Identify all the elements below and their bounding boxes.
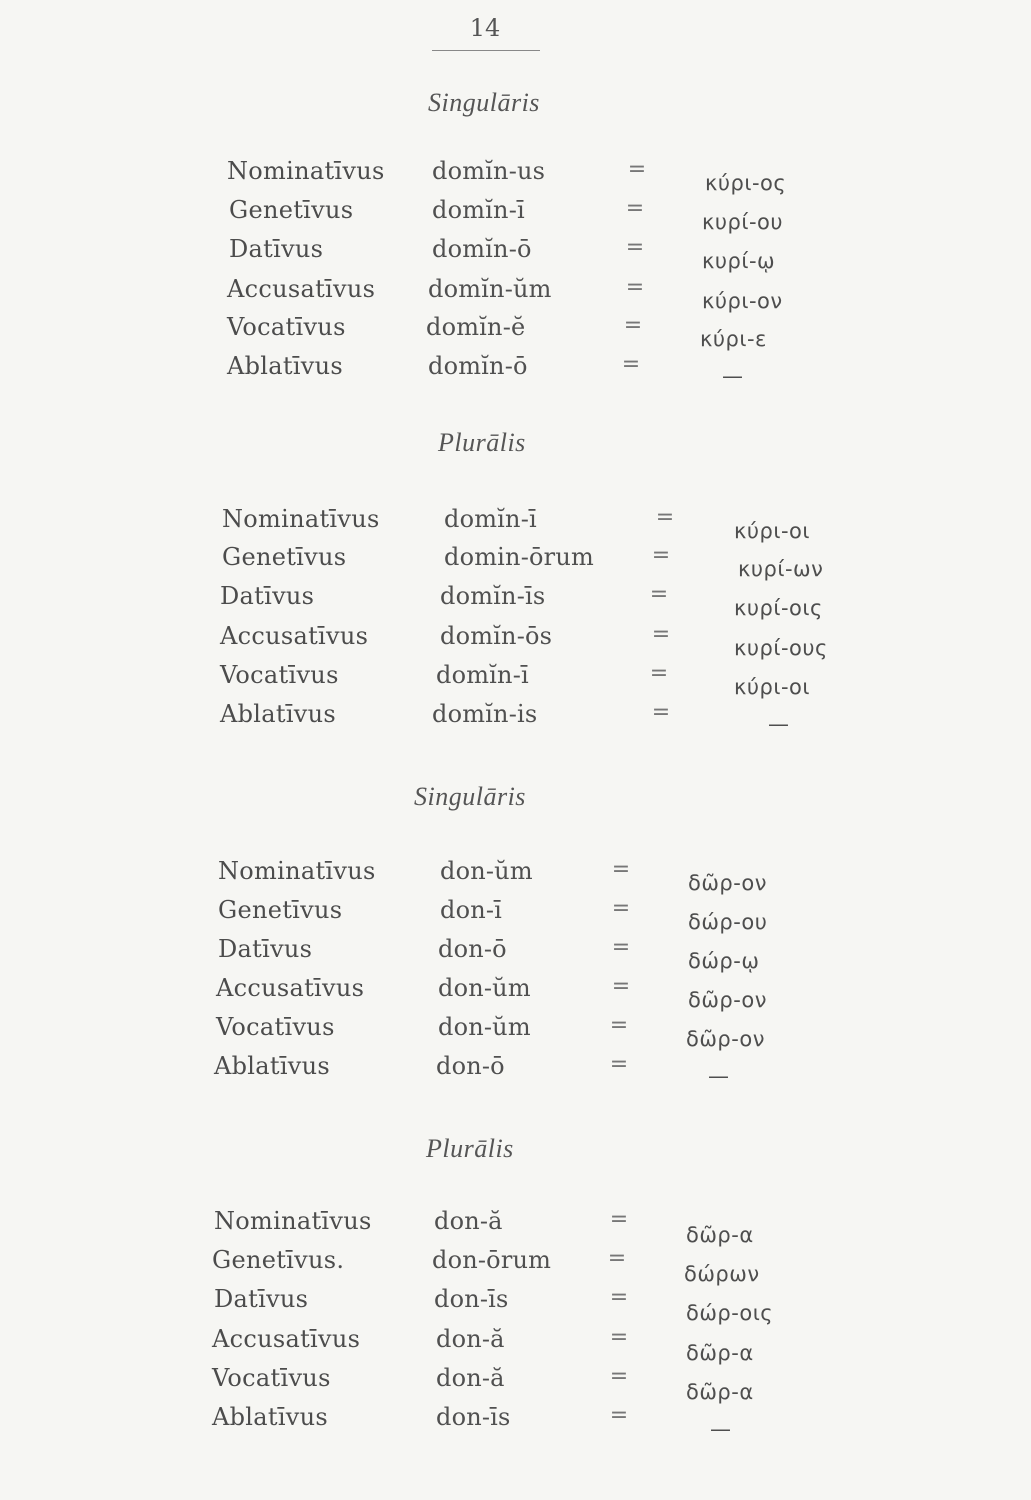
latin-form: don-ă [436,1325,505,1353]
latin-form: domĭn-ōs [440,622,553,650]
case-name: Datīvus [214,1285,309,1313]
greek-form: κύρι-οι [734,675,810,699]
section-title-pluralis: Plurālis [426,1134,514,1163]
equals-sign: = [655,505,675,530]
page-number-rule [432,50,540,51]
equals-sign: = [651,700,671,725]
section-title-singularis: Singulāris [414,782,526,811]
case-name: Genetīvus [229,196,354,224]
greek-form: δώρ-ῳ [688,949,760,973]
greek-form: δῶρ-ον [686,1027,765,1051]
equals-sign: = [621,352,641,377]
latin-form: don-ŭm [440,857,533,885]
equals-sign: = [611,896,631,921]
latin-form: domĭn-ō [428,352,528,380]
latin-form: domĭn-ō [432,235,532,263]
case-name: Accusatīvus [216,974,365,1002]
case-name: Ablatīvus [212,1403,329,1431]
latin-form: don-ŭm [438,1013,531,1041]
equals-sign: = [609,1052,629,1077]
greek-form: δῶρ-α [686,1380,754,1404]
section-title-pluralis: Plurālis [438,428,526,457]
case-name: Accusatīvus [227,275,376,303]
case-name: Vocatīvus [220,661,339,689]
equals-sign: = [649,582,669,607]
case-name: Genetīvus [222,543,347,571]
equals-sign: = [611,935,631,960]
case-name: Ablatīvus [214,1052,331,1080]
latin-form: don-ă [436,1364,505,1392]
equals-sign: = [609,1325,629,1350]
greek-form: κυρί-ων [738,557,824,581]
latin-form: don-ŭm [438,974,531,1002]
equals-sign: = [625,196,645,221]
page-number: 14 [469,14,501,42]
equals-sign: = [623,313,643,338]
case-name: Ablatīvus [220,700,337,728]
case-name: Nominatīvus [218,857,376,885]
greek-form: κυρί-οις [734,596,823,620]
latin-form: don-ō [438,935,507,963]
latin-form: domĭn-ŭm [428,275,552,303]
greek-form: κύρι-οι [734,519,810,543]
latin-form: domĭn-ĕ [426,313,526,341]
greek-form: δῶρ-ον [688,988,767,1012]
case-name: Nominatīvus [222,505,380,533]
greek-form: κυρί-ους [734,636,828,660]
greek-form: δῶρ-α [686,1341,754,1365]
greek-form: δῶρ-α [686,1223,754,1247]
equals-sign: = [609,1013,629,1038]
equals-sign: = [627,157,647,182]
equals-sign: = [609,1364,629,1389]
case-name: Genetīvus. [212,1246,345,1274]
equals-sign: = [625,235,645,260]
latin-form: domĭn-īs [440,582,546,610]
greek-form: κύρι-ος [705,171,787,195]
latin-form: don-ō [436,1052,505,1080]
latin-form: domĭn-ī [444,505,537,533]
greek-form: — [722,364,744,388]
latin-form: don-ī [440,896,503,924]
equals-sign: = [625,275,645,300]
latin-form: don-īs [434,1285,509,1313]
equals-sign: = [651,543,671,568]
equals-sign: = [609,1207,629,1232]
latin-form: domĭn-ī [436,661,529,689]
greek-form: — [710,1417,732,1441]
equals-sign: = [611,974,631,999]
case-name: Vocatīvus [227,313,346,341]
latin-form: domĭn-us [432,157,546,185]
greek-form: — [708,1064,730,1088]
equals-sign: = [607,1246,627,1271]
latin-form: don-ă [434,1207,503,1235]
greek-form: — [768,712,790,736]
equals-sign: = [609,1403,629,1428]
latin-form: domĭn-is [432,700,538,728]
case-name: Accusatīvus [212,1325,361,1353]
greek-form: δώρ-ου [688,910,768,934]
section-title-singularis: Singulāris [428,88,540,117]
case-name: Nominatīvus [227,157,385,185]
greek-form: κυρί-ου [702,210,784,234]
case-name: Datīvus [218,935,313,963]
case-name: Ablatīvus [227,352,344,380]
greek-form: δώρ-οις [686,1301,774,1325]
equals-sign: = [609,1285,629,1310]
greek-form: κύρι-ον [702,289,783,313]
case-name: Nominatīvus [214,1207,372,1235]
equals-sign: = [611,857,631,882]
case-name: Datīvus [229,235,324,263]
case-name: Datīvus [220,582,315,610]
case-name: Vocatīvus [212,1364,331,1392]
latin-form: don-ōrum [432,1246,552,1274]
latin-form: don-īs [436,1403,511,1431]
equals-sign: = [651,622,671,647]
greek-form: δῶρ-ον [688,871,767,895]
greek-form: κύρι-ε [700,327,767,351]
case-name: Accusatīvus [220,622,369,650]
latin-form: domin-ōrum [444,543,594,571]
case-name: Vocatīvus [216,1013,335,1041]
equals-sign: = [649,661,669,686]
greek-form: κυρί-ῳ [702,249,776,273]
greek-form: δώρων [684,1262,760,1286]
latin-form: domĭn-ī [432,196,525,224]
case-name: Genetīvus [218,896,343,924]
